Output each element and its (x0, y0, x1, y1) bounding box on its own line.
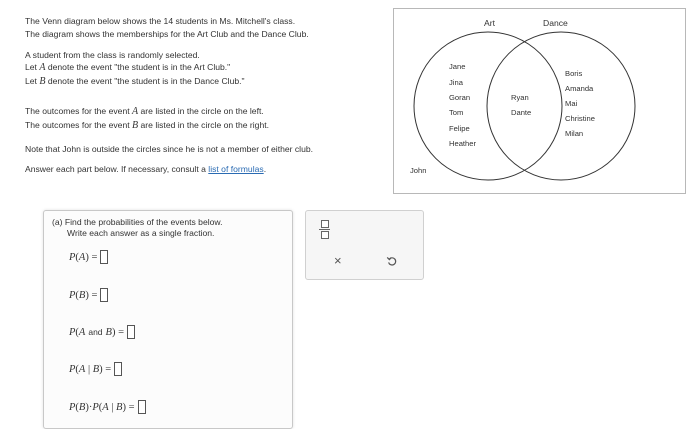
fraction-icon-bottom (321, 231, 329, 239)
intro-line: The outcomes for the event A are listed in the circle on the left. (25, 105, 264, 117)
venn-diagram (393, 8, 686, 194)
math-tools-panel (305, 210, 424, 280)
fraction-bar (319, 229, 330, 230)
dance-only-name: Boris (565, 69, 583, 78)
intro-line: The outcomes for the event B are listed in the circle on the right. (25, 119, 270, 131)
clear-button[interactable]: × (334, 253, 342, 268)
part-a-panel (43, 210, 293, 429)
dance-only-name: Milan (565, 129, 584, 138)
eq-p-a-and-b: P ( A and B ) = (69, 325, 135, 339)
intro-line: Note that John is outside the circles since he is not a member of either club. (25, 143, 314, 154)
eq-p-b: P ( B ) = (69, 288, 108, 302)
answer-p-b-input[interactable] (100, 288, 108, 302)
intro-paragraph-3 (25, 105, 385, 133)
answer-p-b-times-p-a-given-b-input[interactable] (138, 400, 146, 414)
both-name: Dante (511, 108, 532, 117)
both-name: Ryan (511, 93, 529, 102)
dance-only-name: Mai (565, 99, 578, 108)
dance-only-name: Christine (565, 114, 595, 123)
art-only-name: Felipe (449, 124, 470, 133)
formulas-link[interactable]: list of formulas (208, 164, 264, 175)
dance-only-name: Amanda (565, 84, 594, 93)
fraction-icon (321, 220, 329, 228)
dance-label: Dance (543, 18, 568, 28)
undo-icon (386, 255, 398, 267)
dance-circle (487, 32, 635, 180)
art-label: Art (484, 18, 495, 28)
eq-p-b-times-p-a-given-b: P ( B ) · P ( A | B ) = (69, 400, 146, 414)
art-only-name: Jina (449, 78, 463, 87)
answer-p-a-input[interactable] (100, 250, 108, 264)
fraction-button[interactable] (318, 218, 332, 240)
answer-p-a-and-b-input[interactable] (127, 325, 135, 339)
part-a-line: Write each answer as a single fraction. (67, 228, 215, 238)
intro-line: Answer each part below. If necessary, consult a list of formulas. (25, 164, 267, 175)
intro-paragraph-5 (25, 163, 385, 176)
event-b-definition: Let B denote the event "the student is in the Dance Club." (25, 76, 245, 88)
intro-paragraph-4 (25, 143, 385, 156)
intro-line: The diagram shows the memberships for the Art Club and the Dance Club. (25, 28, 309, 39)
intro-line: The Venn diagram below shows the 14 students in Ms. Mitchell's class. (25, 16, 296, 26)
intro-paragraph-2 (25, 49, 385, 89)
art-circle (414, 32, 562, 180)
art-only-name: Tom (449, 108, 464, 117)
intro-line: A student from the class is randomly selected. (25, 49, 200, 60)
instructions (25, 15, 385, 184)
answer-p-a-given-b-input[interactable] (114, 362, 122, 376)
event-a-definition: Let A denote the event "the student is in the Art Club." (25, 62, 231, 74)
outside-name: John (410, 166, 427, 175)
art-only-name: Jane (449, 62, 466, 71)
eq-p-a: P ( A ) = (69, 250, 108, 264)
part-a-question (52, 217, 223, 239)
art-only-name: Goran (449, 93, 471, 102)
eq-p-a-given-b: P ( A | B ) = (69, 362, 122, 376)
part-a-line: (a) Find the probabilities of the events below. (52, 217, 223, 227)
undo-button[interactable] (386, 254, 398, 272)
intro-paragraph-1 (25, 15, 385, 41)
venn-circles (394, 9, 687, 195)
art-only-name: Heather (449, 139, 477, 148)
